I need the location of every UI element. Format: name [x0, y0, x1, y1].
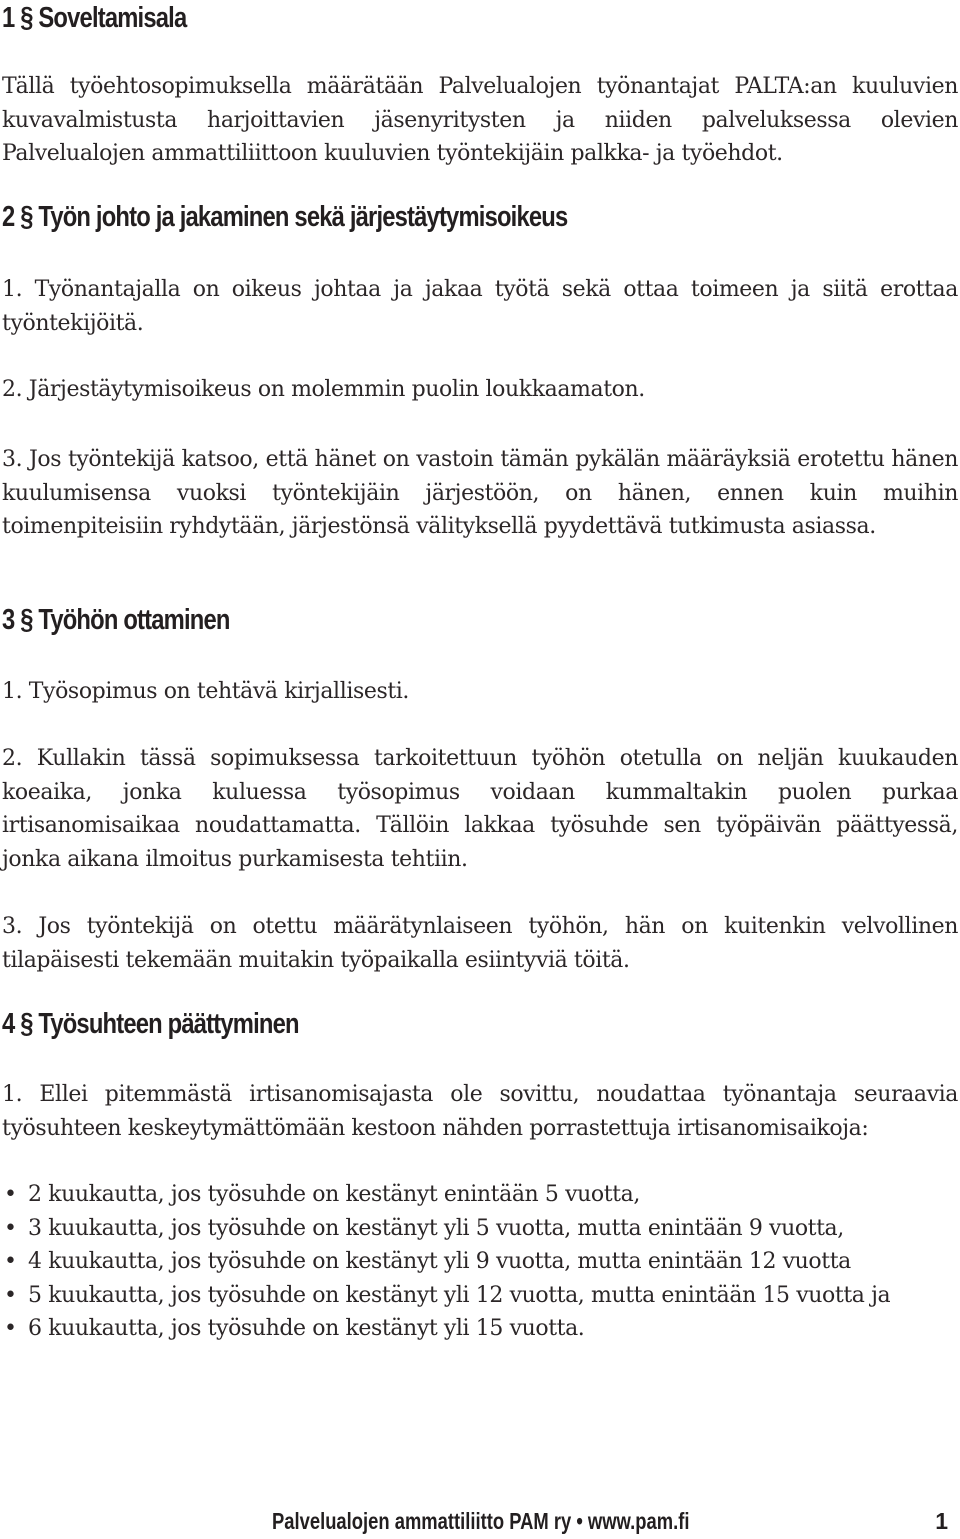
bullet-icon: • [4, 1215, 17, 1241]
section-2-paragraph-2: 2. Järjestäytymisoikeus on molemmin puolin loukkaamaton. [2, 377, 645, 402]
list-item: • 2 kuukautta, jos työsuhde on kestänyt enintään 5 vuotta, [2, 1178, 890, 1212]
section-3-paragraph-1: 1. Työsopimus on tehtävä kirjallisesti. [2, 679, 410, 704]
list-item: • 6 kuukautta, jos työsuhde on kestänyt yli 15 vuotta. [2, 1312, 890, 1346]
bullet-icon: • [4, 1182, 17, 1207]
bullet-icon: • [4, 1249, 17, 1274]
list-item: • 3 kuukautta, jos työsuhde on kestänyt yli 5 vuotta, mutta enintään 9 vuotta, [2, 1212, 890, 1246]
section-1-paragraph-1: Tällä työehtosopimuksella määrätään Palvelualojen työnantajat PALTA:an kuuluvien kuvavalmistusta harjoittavien jäsenyritysten ja niiden palveluksessa olevien Palvelualojen ammattiliittoon kuuluvien työntekijäin palkka- ja työehdot. [2, 74, 958, 166]
page-number: 1 [935, 1508, 948, 1534]
bullet-icon: • [4, 1282, 17, 1308]
section-4-heading: 4 § Työsuhteen päättyminen [2, 1008, 299, 1040]
list-item: • 5 kuukautta, jos työsuhde on kestänyt yli 12 vuotta, mutta enintään 15 vuotta ja [2, 1279, 890, 1313]
list-item: • 4 kuukautta, jos työsuhde on kestänyt yli 9 vuotta, mutta enintään 12 vuotta [2, 1245, 890, 1279]
section-3-paragraph-3: 3. Jos työntekijä on otettu määrätynlaiseen työhön, hän on kuitenkin velvollinen tilapäisesti tekemään muitakin työpaikalla esiintyviä töitä. [2, 914, 958, 973]
section-2-paragraph-1: 1. Työnantajalla on oikeus johtaa ja jakaa työtä sekä ottaa toimeen ja siitä erottaa työntekijöitä. [2, 277, 958, 336]
section-3-heading: 3 § Työhön ottaminen [2, 604, 230, 636]
section-1-heading: 1 § Soveltamisala [2, 2, 187, 34]
section-2-paragraph-3: 3. Jos työntekijä katsoo, että hänet on vastoin tämän pykälän määräyksiä erotettu hänen kuulumisensa vuoksi työntekijäin järjestöön, on hänen, ennen kuin muihin toimenpiteisiin ryhdytään, järjestönsä välityksellä pyydettävä tutkimusta asiassa. [2, 447, 958, 539]
section-2-heading: 2 § Työn johto ja jakaminen sekä järjestäytymisoikeus [2, 201, 568, 233]
bullet-icon: • [4, 1316, 17, 1341]
page-footer: Palvelualojen ammattiliitto PAM ry • www.pam.fi [272, 1508, 690, 1534]
section-4-paragraph-1: 1. Ellei pitemmästä irtisanomisajasta ole sovittu, noudattaa työnantaja seuraavia työsuhteen keskeytymättömään kestoon nähden porrastettuja irtisanomisaikoja: [2, 1082, 958, 1141]
notice-period-list [2, 1178, 890, 1346]
section-3-paragraph-2: 2. Kullakin tässä sopimuksessa tarkoitettuun työhön otetulla on neljän kuukauden koeaika, jonka kuluessa työsopimus voidaan kummaltakin puolen purkaa irtisanomisaikaa noudattamatta. Tällöin lakkaa työsuhde sen työpäivän päättyessä, jonka aikana ilmoitus purkamisesta tehtiin. [2, 746, 958, 872]
